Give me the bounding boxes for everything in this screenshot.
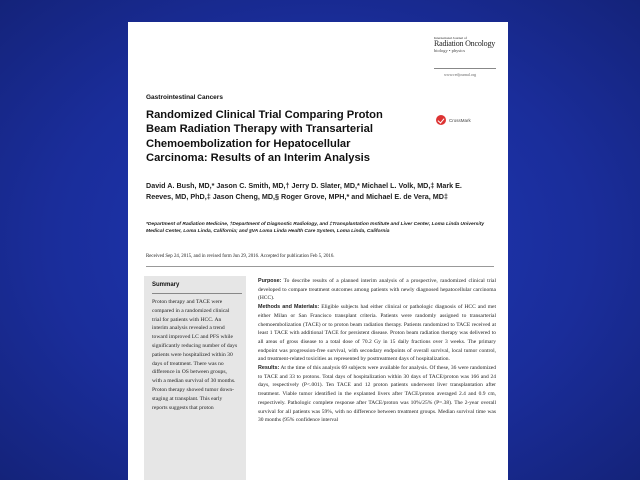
received-dates: Received Sep 24, 2015, and in revised form Jun 29, 2016. Accepted for publication Feb 5, 2016.	[146, 254, 335, 259]
logo-subtitle: biology • physics	[434, 48, 466, 53]
methods-text: Eligible subjects had either clinical or pathologic diagnosis of HCC and met either Milan or San Francisco transplant criteria. Patients were randomly assigned to transarterial chemoembolization (TACE) or to proton beam radiation therapy. Patients randomized to TACE received at least 1 TACE with additional TACE for persistent disease. Proton beam radiation therapy was delivered to all areas of gross disease to a total dose of 70.2 Gy in 15 daily fractions over 3 weeks. The primary endpoint was progression-free survival, with secondary endpoints of overall survival, local tumor control, and treatment-related toxicities as represented by posttreatment days of hospitalization.	[258, 304, 497, 363]
results-text: At the time of this analysis 69 subjects were available for analysis. Of these, 36 were randomized to TACE and 33 to protons. Total days of hospitalization within 30 days of TACE/proton was 166 and 24 days, respectively (P<.001). Ten TACE and 12 proton patients underwent liver transplantation after treatment. Viable tumor identified in the explanted livers after TACE/proton averaged 2.4 and 0.9 cm, respectively. Pathologic complete response after TACE/proton was 10%/25% (P=.38). The 2-year overall survival for all patients was 59%, with no difference between treatment groups. Median survival time was 30 months (95% confidence interval	[258, 365, 496, 424]
abstract-results	[258, 364, 496, 425]
summary-box	[144, 276, 246, 480]
affiliations: *Department of Radiation Medicine, †Department of Diagnostic Radiology, and ‡Transplantation Institute and Liver Center, Loma Linda University Medical Center, Loma Linda, California; and §VA Loma Linda Health Care System, Loma Linda, California	[146, 222, 485, 235]
journal-logo	[434, 36, 498, 54]
section-label: Gastrointestinal Cancers	[146, 94, 223, 101]
summary-text: Proton therapy and TACE were compared in a randomized clinical trial for patients with HCC. An interim analysis revealed a trend toward improved LC and PFS while significantly reducing number of days patients were hospitalized within 30 days of treatment. There was no difference in OS between groups, with a median survival of 30 months. Proton therapy showed tumor down-staging at transplant. This early reports suggests that proton	[152, 299, 238, 411]
abstract-purpose	[258, 277, 496, 303]
purpose-label: Purpose:	[258, 278, 282, 284]
purpose-text: To describe results of a planned interim analysis of a prospective, randomized clinical trial developed to compare treatment outcomes among patients with newly diagnosed hepatocellular carcinoma (HCC).	[258, 278, 496, 302]
methods-label: Methods and Materials:	[258, 304, 320, 311]
journal-page	[128, 22, 508, 480]
header-rule	[146, 266, 494, 267]
abstract	[258, 277, 496, 425]
results-label: Results:	[258, 365, 280, 372]
crossmark-label: CrossMark	[449, 117, 471, 123]
article-title: Randomized Clinical Trial Comparing Proton Beam Radiation Therapy with Transarterial Chemoembolization for Hepatocellular Carcinoma: Results of an Interim Analysis	[146, 109, 383, 165]
crossmark-icon	[436, 115, 446, 125]
abstract-methods	[258, 303, 496, 364]
crossmark-badge[interactable]	[436, 115, 471, 125]
logo-prefix: International Journal of	[434, 36, 467, 40]
summary-title: Summary	[152, 282, 180, 288]
logo-name: Radiation Oncology	[434, 39, 496, 48]
header-divider	[434, 68, 496, 69]
journal-url[interactable]: www.redjournal.org	[444, 72, 477, 77]
author-list: David A. Bush, MD,* Jason C. Smith, MD,† Jerry D. Slater, MD,* Michael L. Volk, MD,‡ Mark E. Reeves, MD, PhD,‡ Jason Cheng, MD,§ Roger Grove, MPH,* and Michael E. de Vera, MD‡	[146, 181, 462, 201]
summary-divider	[152, 293, 242, 294]
